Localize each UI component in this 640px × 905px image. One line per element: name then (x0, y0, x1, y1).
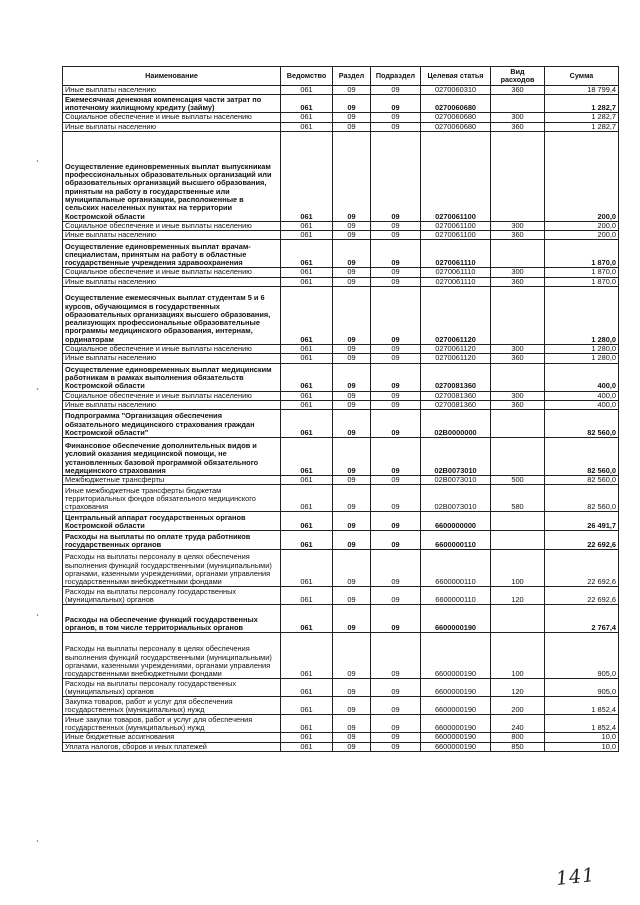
table-row (63, 531, 619, 550)
row-target-article: 6600000110 (421, 587, 491, 605)
row-department: 061 (281, 363, 333, 391)
row-name: Ежемесячная денежная компенсация части затрат по ипотечному жилищному кредиту (займу) (63, 95, 281, 113)
row-department: 061 (281, 221, 333, 230)
row-subsection: 09 (371, 485, 421, 512)
table-row (63, 733, 619, 742)
row-name: Расходы на обеспечение функций государственных органов, в том числе территориальных органов (63, 605, 281, 633)
row-subsection: 09 (371, 733, 421, 742)
row-target-article: 0270061110 (421, 240, 491, 268)
row-name: Расходы на выплаты персоналу государственных (муниципальных) органов (63, 587, 281, 605)
row-department: 061 (281, 485, 333, 512)
row-subsection: 09 (371, 550, 421, 587)
row-subsection: 09 (371, 122, 421, 131)
header-expense-type: Вид расходов (491, 67, 545, 86)
row-amount: 1 280,0 (545, 344, 619, 353)
row-target-article: 6600000190 (421, 633, 491, 679)
row-subsection: 09 (371, 438, 421, 476)
row-amount: 82 560,0 (545, 485, 619, 512)
row-section: 09 (333, 400, 371, 409)
page-number: 141 (554, 864, 597, 890)
row-target-article: 0270081360 (421, 363, 491, 391)
row-department: 061 (281, 476, 333, 485)
row-subsection: 09 (371, 400, 421, 409)
row-section: 09 (333, 391, 371, 400)
row-amount: 1 870,0 (545, 268, 619, 277)
row-amount: 22 692,6 (545, 550, 619, 587)
row-department: 061 (281, 344, 333, 353)
row-name: Иные выплаты населению (63, 122, 281, 131)
row-section: 09 (333, 476, 371, 485)
row-expense-type: 300 (491, 113, 545, 122)
row-amount: 2 767,4 (545, 605, 619, 633)
row-expense-type (491, 605, 545, 633)
row-department: 061 (281, 438, 333, 476)
row-amount: 400,0 (545, 400, 619, 409)
row-subsection: 09 (371, 113, 421, 122)
header-department: Ведомство (281, 67, 333, 86)
table-row (63, 400, 619, 409)
row-amount: 82 560,0 (545, 410, 619, 438)
row-department: 061 (281, 742, 333, 751)
row-department: 061 (281, 400, 333, 409)
row-subsection: 09 (371, 354, 421, 363)
row-section: 09 (333, 86, 371, 95)
row-expense-type: 360 (491, 122, 545, 131)
row-subsection: 09 (371, 512, 421, 531)
row-target-article: 6600000190 (421, 742, 491, 751)
row-department: 061 (281, 633, 333, 679)
row-name: Расходы на выплаты персоналу государственных (муниципальных) органов (63, 679, 281, 697)
row-name: Финансовое обеспечение дополнительных видов и условий оказания медицинской помощи, не установленных базовой программой обязательного медицинского страхования (63, 438, 281, 476)
row-amount: 1 870,0 (545, 277, 619, 286)
row-expense-type: 360 (491, 400, 545, 409)
row-expense-type: 120 (491, 587, 545, 605)
row-target-article: 0270061100 (421, 131, 491, 221)
row-amount: 1 852,4 (545, 697, 619, 715)
table-row (63, 391, 619, 400)
row-subsection: 09 (371, 277, 421, 286)
row-section: 09 (333, 742, 371, 751)
row-department: 061 (281, 231, 333, 240)
row-amount: 10,0 (545, 733, 619, 742)
row-target-article: 0270060680 (421, 113, 491, 122)
row-name: Социальное обеспечение и иные выплаты населению (63, 221, 281, 230)
row-section: 09 (333, 733, 371, 742)
row-department: 061 (281, 113, 333, 122)
table-row (63, 131, 619, 221)
row-amount: 18 799,4 (545, 86, 619, 95)
row-department: 061 (281, 268, 333, 277)
table-row (63, 587, 619, 605)
row-department: 061 (281, 240, 333, 268)
row-expense-type: 360 (491, 231, 545, 240)
row-subsection: 09 (371, 391, 421, 400)
row-section: 09 (333, 286, 371, 344)
row-name: Иные выплаты населению (63, 231, 281, 240)
row-target-article: 6600000190 (421, 679, 491, 697)
row-section: 09 (333, 131, 371, 221)
row-expense-type: 100 (491, 550, 545, 587)
table-row (63, 363, 619, 391)
row-amount: 1 282,7 (545, 95, 619, 113)
row-subsection: 09 (371, 697, 421, 715)
row-expense-type: 850 (491, 742, 545, 751)
table-row (63, 277, 619, 286)
row-amount: 200,0 (545, 221, 619, 230)
table-row (63, 354, 619, 363)
row-section: 09 (333, 679, 371, 697)
row-target-article: 0270061110 (421, 277, 491, 286)
row-expense-type: 360 (491, 86, 545, 95)
row-subsection: 09 (371, 231, 421, 240)
row-expense-type: 500 (491, 476, 545, 485)
row-expense-type: 100 (491, 633, 545, 679)
row-name: Иные бюджетные ассигнования (63, 733, 281, 742)
row-expense-type: 300 (491, 344, 545, 353)
margin-mark: ˋ (36, 388, 40, 399)
row-section: 09 (333, 715, 371, 733)
row-amount: 10,0 (545, 742, 619, 751)
row-target-article: 0270061100 (421, 231, 491, 240)
table-row (63, 221, 619, 230)
row-subsection: 09 (371, 268, 421, 277)
row-section: 09 (333, 122, 371, 131)
row-subsection: 09 (371, 286, 421, 344)
row-target-article: 0270061120 (421, 344, 491, 353)
margin-mark: ˋ (36, 614, 40, 625)
row-subsection: 09 (371, 410, 421, 438)
row-department: 061 (281, 512, 333, 531)
margin-mark: ˋ (36, 840, 40, 851)
table-row (63, 122, 619, 131)
row-subsection: 09 (371, 240, 421, 268)
row-section: 09 (333, 550, 371, 587)
row-amount: 1 870,0 (545, 240, 619, 268)
row-section: 09 (333, 113, 371, 122)
row-section: 09 (333, 633, 371, 679)
row-expense-type (491, 240, 545, 268)
table-row (63, 410, 619, 438)
row-section: 09 (333, 221, 371, 230)
row-amount: 1 280,0 (545, 354, 619, 363)
row-department: 061 (281, 277, 333, 286)
table-row (63, 605, 619, 633)
row-name: Центральный аппарат государственных органов Костромской области (63, 512, 281, 531)
row-subsection: 09 (371, 344, 421, 353)
table-header (63, 67, 619, 86)
row-subsection: 09 (371, 131, 421, 221)
row-amount: 1 282,7 (545, 122, 619, 131)
row-subsection: 09 (371, 715, 421, 733)
row-department: 061 (281, 391, 333, 400)
row-amount: 200,0 (545, 131, 619, 221)
row-name: Иные выплаты населению (63, 277, 281, 286)
row-amount: 905,0 (545, 633, 619, 679)
row-name: Расходы на выплаты персоналу в целях обеспечения выполнения функций государственными (муниципальными) органами, казенными учреждениями, органами управления государственными внебюджетными фондами (63, 550, 281, 587)
row-target-article: 0270061110 (421, 268, 491, 277)
row-target-article: 02В0000000 (421, 410, 491, 438)
row-target-article: 6600000110 (421, 550, 491, 587)
row-name: Социальное обеспечение и иные выплаты населению (63, 268, 281, 277)
row-expense-type (491, 363, 545, 391)
header-target-article: Целевая статья (421, 67, 491, 86)
table-body (63, 86, 619, 752)
row-department: 061 (281, 605, 333, 633)
row-name: Иные закупки товаров, работ и услуг для обеспечения государственных (муниципальных) нужд (63, 715, 281, 733)
row-target-article: 0270061120 (421, 286, 491, 344)
row-department: 061 (281, 587, 333, 605)
row-expense-type: 240 (491, 715, 545, 733)
header-amount: Сумма (545, 67, 619, 86)
row-target-article: 02В0073010 (421, 438, 491, 476)
row-name: Иные выплаты населению (63, 400, 281, 409)
row-name: Осуществление единовременных выплат выпускникам профессиональных образовательных организаций или образовательных организаций высшего образования, принятым на работу в государственные или муниципальные организации, расположенные в сельских населенных пунктах на территории Костромской области (63, 131, 281, 221)
row-expense-type (491, 131, 545, 221)
row-target-article: 6600000190 (421, 697, 491, 715)
row-department: 061 (281, 715, 333, 733)
budget-table (62, 66, 619, 752)
table-row (63, 344, 619, 353)
row-name: Подпрограмма "Организация обеспечения обязательного медицинского страхования граждан Костромской области" (63, 410, 281, 438)
table-row (63, 715, 619, 733)
row-subsection: 09 (371, 742, 421, 751)
table-row (63, 286, 619, 344)
row-expense-type (491, 531, 545, 550)
row-subsection: 09 (371, 221, 421, 230)
row-name: Закупка товаров, работ и услуг для обеспечения государственных (муниципальных) нужд (63, 697, 281, 715)
row-section: 09 (333, 363, 371, 391)
table-row (63, 113, 619, 122)
row-subsection: 09 (371, 95, 421, 113)
row-name: Уплата налогов, сборов и иных платежей (63, 742, 281, 751)
row-name: Иные межбюджетные трансферты бюджетам территориальных фондов обязательного медицинского страхования (63, 485, 281, 512)
row-department: 061 (281, 86, 333, 95)
row-amount: 22 692,6 (545, 531, 619, 550)
row-name: Иные выплаты населению (63, 86, 281, 95)
table-row (63, 476, 619, 485)
row-target-article: 6600000190 (421, 715, 491, 733)
row-target-article: 0270061100 (421, 221, 491, 230)
row-target-article: 0270061120 (421, 354, 491, 363)
row-name: Социальное обеспечение и иные выплаты населению (63, 391, 281, 400)
row-department: 061 (281, 354, 333, 363)
row-subsection: 09 (371, 476, 421, 485)
row-section: 09 (333, 277, 371, 286)
row-expense-type: 300 (491, 268, 545, 277)
table-row (63, 550, 619, 587)
row-section: 09 (333, 354, 371, 363)
row-section: 09 (333, 697, 371, 715)
row-expense-type: 360 (491, 277, 545, 286)
row-amount: 26 491,7 (545, 512, 619, 531)
row-name: Осуществление единовременных выплат врачам-специалистам, принятым на работу в областные государственные учреждения здравоохранения (63, 240, 281, 268)
row-target-article: 0270081360 (421, 400, 491, 409)
row-section: 09 (333, 344, 371, 353)
row-amount: 82 560,0 (545, 438, 619, 476)
row-expense-type: 300 (491, 221, 545, 230)
table-row (63, 86, 619, 95)
row-target-article: 6600000190 (421, 605, 491, 633)
row-section: 09 (333, 231, 371, 240)
row-section: 09 (333, 531, 371, 550)
row-amount: 1 852,4 (545, 715, 619, 733)
row-expense-type (491, 512, 545, 531)
row-amount: 22 692,6 (545, 587, 619, 605)
row-section: 09 (333, 410, 371, 438)
row-amount: 82 560,0 (545, 476, 619, 485)
table-row (63, 268, 619, 277)
row-expense-type: 800 (491, 733, 545, 742)
header-name: Наименование (63, 67, 281, 86)
row-name: Социальное обеспечение и иные выплаты населению (63, 113, 281, 122)
row-expense-type: 580 (491, 485, 545, 512)
row-expense-type: 120 (491, 679, 545, 697)
row-expense-type: 200 (491, 697, 545, 715)
row-amount: 905,0 (545, 679, 619, 697)
row-target-article: 02В0073010 (421, 476, 491, 485)
row-section: 09 (333, 605, 371, 633)
row-department: 061 (281, 679, 333, 697)
table-row (63, 485, 619, 512)
row-amount: 1 280,0 (545, 286, 619, 344)
table-row (63, 742, 619, 751)
row-expense-type (491, 438, 545, 476)
header-subsection: Подраздел (371, 67, 421, 86)
row-department: 061 (281, 550, 333, 587)
row-department: 061 (281, 95, 333, 113)
row-section: 09 (333, 268, 371, 277)
row-name: Иные выплаты населению (63, 354, 281, 363)
row-department: 061 (281, 733, 333, 742)
row-target-article: 6600000000 (421, 512, 491, 531)
row-section: 09 (333, 485, 371, 512)
row-target-article: 02В0073010 (421, 485, 491, 512)
row-section: 09 (333, 587, 371, 605)
row-section: 09 (333, 95, 371, 113)
row-amount: 400,0 (545, 363, 619, 391)
row-section: 09 (333, 512, 371, 531)
table-row (63, 512, 619, 531)
table-row (63, 438, 619, 476)
row-target-article: 6600000190 (421, 733, 491, 742)
row-name: Расходы на выплаты по оплате труда работников государственных органов (63, 531, 281, 550)
table-row (63, 633, 619, 679)
row-subsection: 09 (371, 633, 421, 679)
row-subsection: 09 (371, 605, 421, 633)
row-subsection: 09 (371, 363, 421, 391)
row-name: Расходы на выплаты персоналу в целях обеспечения выполнения функций государственными (муниципальными) органами, казенными учреждениями, органами управления государственными внебюджетными фондами (63, 633, 281, 679)
row-target-article: 0270081360 (421, 391, 491, 400)
table-row (63, 95, 619, 113)
row-subsection: 09 (371, 679, 421, 697)
row-target-article: 0270060680 (421, 122, 491, 131)
row-section: 09 (333, 438, 371, 476)
table-row (63, 240, 619, 268)
row-department: 061 (281, 531, 333, 550)
row-amount: 1 282,7 (545, 113, 619, 122)
row-name: Осуществление единовременных выплат медицинским работникам в рамках выполнения обязательств Костромской области (63, 363, 281, 391)
row-expense-type (491, 95, 545, 113)
row-expense-type: 300 (491, 391, 545, 400)
row-target-article: 0270060310 (421, 86, 491, 95)
row-name: Осуществление ежемесячных выплат студентам 5 и 6 курсов, обучающимся в государственных образовательных организациях высшего образования, реализующих профессиональные образовательные программы медицинского образования, интернам, ординаторам (63, 286, 281, 344)
row-department: 061 (281, 122, 333, 131)
row-name: Социальное обеспечение и иные выплаты населению (63, 344, 281, 353)
table-row (63, 697, 619, 715)
row-target-article: 0270060680 (421, 95, 491, 113)
row-section: 09 (333, 240, 371, 268)
row-department: 061 (281, 410, 333, 438)
row-subsection: 09 (371, 587, 421, 605)
row-expense-type (491, 410, 545, 438)
row-name: Межбюджетные трансферты (63, 476, 281, 485)
row-subsection: 09 (371, 86, 421, 95)
row-amount: 200,0 (545, 231, 619, 240)
table-row (63, 231, 619, 240)
row-department: 061 (281, 697, 333, 715)
row-department: 061 (281, 286, 333, 344)
row-subsection: 09 (371, 531, 421, 550)
margin-mark: ˋ (36, 160, 40, 171)
row-expense-type: 360 (491, 354, 545, 363)
row-amount: 400,0 (545, 391, 619, 400)
row-department: 061 (281, 131, 333, 221)
header-section: Раздел (333, 67, 371, 86)
row-target-article: 6600000110 (421, 531, 491, 550)
row-expense-type (491, 286, 545, 344)
table-row (63, 679, 619, 697)
